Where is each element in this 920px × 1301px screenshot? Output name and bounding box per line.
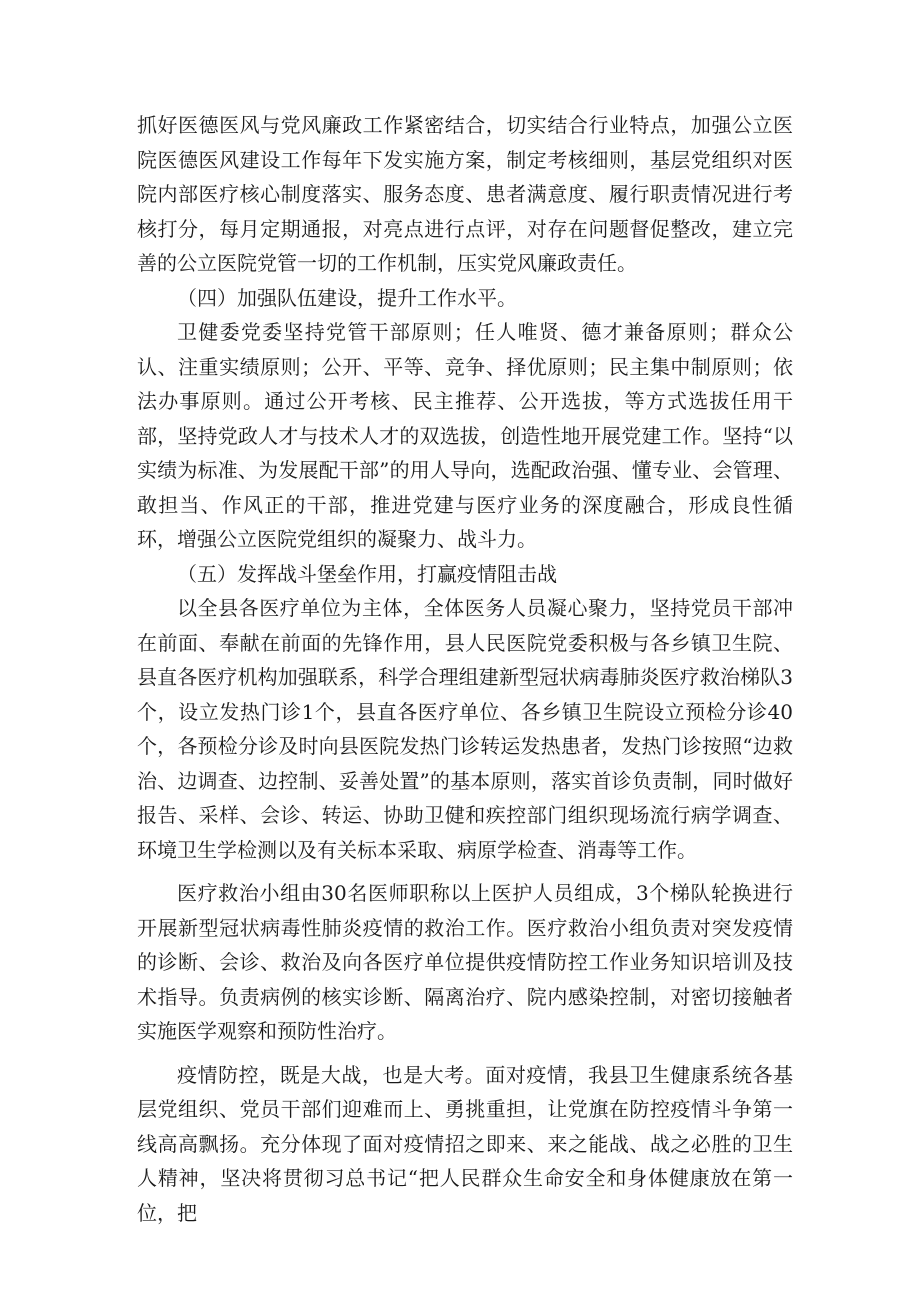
section-heading-4: （四）加强队伍建设，提升工作水平。 bbox=[177, 285, 517, 310]
paragraph-treatment-team: 医疗救治小组由30名医师职称以上医护人员组成，3个梯队轮换进行开展新型冠状病毒性肺炎疫情的救治工作。医疗救治小组负责对突发疫情的诊断、会诊、救治及向各医疗单位提供疫情防控工作业务知识培训及技术指导。负责病例的核实诊断、隔离治疗、院内感染控制，对密切接触者实施医学观察和预防性治疗。 bbox=[137, 881, 793, 1043]
paragraph-continuation: 抓好医德医风与党风廉政工作紧密结合，切实结合行业特点，加强公立医院医德医风建设工作每年下发实施方案，制定考核细则，基层党组织对医院内部医疗核心制度落实、服务态度、患者满意度、履行职责情况进行考核打分，每月定期通报，对亮点进行点评，对存在问题督促整改，建立完善的公立医院党管一切的工作机制，压实党风廉政责任。 bbox=[137, 113, 793, 275]
paragraph-epidemic-response: 以全县各医疗单位为主体，全体医务人员凝心聚力，坚持党员干部冲在前面、奉献在前面的先锋作用，县人民医院党委积极与各乡镇卫生院、县直各医疗机构加强联系，科学合理组建新型冠状病毒肺炎医疗救治梯队3个，设立发热门诊1个，县直各医疗单位、各乡镇卫生院设立预检分诊40个，各预检分诊及时向县医院发热门诊转运发热患者，发热门诊按照“边救治、边调查、边控制、妥善处置”的基本原则，落实首诊负责制，同时做好报告、采样、会诊、转运、协助卫健和疾控部门组织现场流行病学调查、环境卫生学检测以及有关标本采取、病原学检查、消毒等工作。 bbox=[137, 596, 793, 862]
paragraph-team-building: 卫健委党委坚持党管干部原则；任人唯贤、德才兼备原则；群众公认、注重实绩原则；公开、平等、竞争、择优原则；民主集中制原则；依法办事原则。通过公开考核、民主推荐、公开选拔，等方式选拔任用干部，坚持党政人才与技术人才的双选拔，创造性地开展党建工作。坚持“以实绩为标准、为发展配干部”的用人导向，选配政治强、懂专业、会管理、敢担当、作风正的干部，推进党建与医疗业务的深度融合，形成良性循环，增强公立医院党组织的凝聚力、战斗力。 bbox=[137, 320, 793, 551]
paragraph-epidemic-prevention: 疫情防控，既是大战，也是大考。面对疫情，我县卫生健康系统各基层党组织、党员干部们迎难而上、勇挑重担，让党旗在防控疫情斗争第一线高高飘扬。充分体现了面对疫情招之即来、来之能战、战之必胜的卫生人精神，坚决将贯彻习总书记“把人民群众生命安全和身体健康放在第一位，把 bbox=[137, 1062, 793, 1225]
section-heading-5: （五）发挥战斗堡垒作用，打赢疫情阻击战 bbox=[177, 561, 557, 586]
document-body bbox=[137, 108, 793, 1230]
